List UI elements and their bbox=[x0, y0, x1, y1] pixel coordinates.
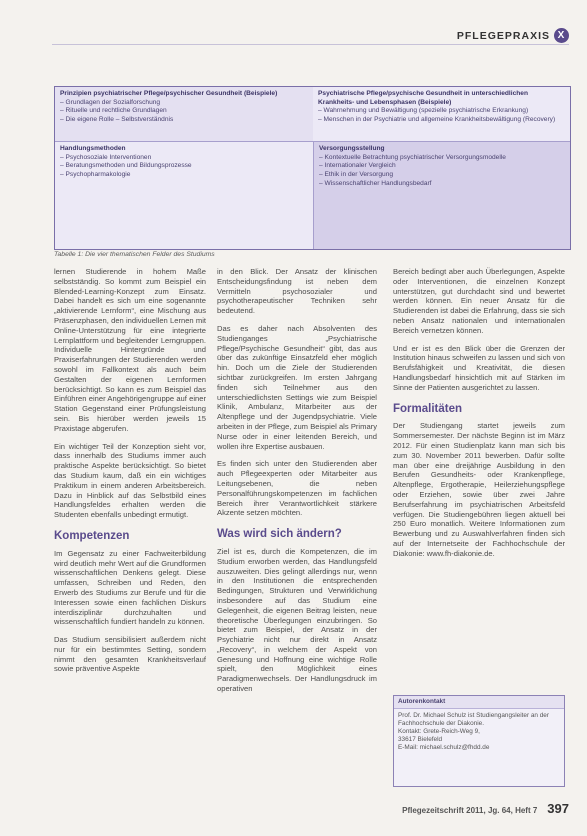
journal-citation: Pflegezeitschrift 2011, Jg. 64, Heft 7 bbox=[402, 806, 538, 815]
cell-item: – Internationaler Vergleich bbox=[319, 162, 396, 170]
article-column-1 bbox=[54, 267, 206, 682]
paragraph: Ein wichtiger Teil der Konzeption sieht vor, dass innerhalb des Studiums immer auch praktische Aspekte berücksichtigt. So bietet das Studium kaum, daß ein ein wichtiges Praktikum in einem anderen Arbeitsbereich. Dazu in Hinblick auf das Selbstbild eines Handlungsfeldes erhalten werden die Studenten ebenfalls unbedingt ermutigt. bbox=[54, 441, 206, 520]
paragraph: Das Studium sensibilisiert außerdem nicht nur für ein bestimmtes Setting, sondern nimmt den gesamten Krankheitsverlauf sowie präventive Aspekte bbox=[54, 635, 206, 674]
cell-item: – Wahrnehmung und Bewältigung (spezielle psychiatrische Erkrankung) bbox=[318, 107, 529, 115]
author-line: 33617 Bielefeld bbox=[398, 736, 443, 743]
paragraph: lernen Studierende in hohem Maße selbstständig. So kommt zum Beispiel ein Blended-Learning-Konzept zum Einsatz. Dabei handelt es sich um eine sogenannte „aktivierende Lernform“, eine Mischung aus Präsenzphasen, den individuellen Lernen mit Online-Unterstützung für eine integrierte Lernplattform und begleitender Lerngruppen. Individuelle Hintergründe und Praxiserfahrungen der Studierenden werden sowohl im Fallkontext als auch beim Gestalten der eigenen Lernformen berücksichtigt. So kann es zum Beispiel das Einführen einer Angehörigengruppe auf einer Station Gegenstand einer Prüfungsleistung sein. Bis hierüber werden jeweils 15 Praxistage abgerufen. bbox=[54, 267, 206, 433]
article-column-3 bbox=[393, 267, 565, 567]
table-caption: Tabelle 1: Die vier thematischen Felder des Studiums bbox=[54, 251, 215, 258]
heading-kompetenzen: Kompetenzen bbox=[54, 529, 130, 542]
cell-item: – Psychopharmakologie bbox=[60, 171, 131, 179]
cell-item: – Rituelle und rechtliche Grundlagen bbox=[60, 107, 167, 115]
cell-item: – Ethik in der Versorgung bbox=[319, 171, 394, 179]
table-cell-principles bbox=[55, 87, 313, 141]
author-email: E-Mail: michael.schulz@fhdd.de bbox=[398, 744, 490, 751]
paragraph: in den Blick. Der Ansatz der klinischen Entscheidungsfindung ist neben dem Vermitteln psychosozialer und psychotherapeutischer Techniken sehr bedeutend. bbox=[217, 267, 377, 316]
paragraph: Bereich bedingt aber auch Überlegungen, Aspekte oder Interventionen, die einzelnen Konzept unterstützen, gut durchdacht sind und bewertet werden können. Ein neuer Ansatz für die Studierenden ist dabei die Erfahrung, dass sie sich neben Ansatz nationalen und internationalen Bereich vernetzen können. bbox=[393, 267, 565, 335]
header-divider bbox=[52, 44, 569, 45]
cell-item: – Grundlagen der Sozialforschung bbox=[60, 98, 161, 106]
author-contact-box bbox=[393, 695, 565, 787]
table-cell-care bbox=[313, 141, 570, 249]
section-x-icon: X bbox=[554, 28, 569, 43]
table-cell-methods bbox=[55, 141, 313, 249]
section-title: PFLEGEPRAXIS bbox=[456, 29, 550, 42]
page-number: 397 bbox=[547, 801, 569, 816]
paragraph: Und er ist es den Blick über die Grenzen der Institution hinaus schweifen zu lassen und sich von Berufsfähigkeit und Kreativität, die diesen Handlungsbedarf hinsichtlich mit auf Stärken im Sinne der Patienten ausgerichtet zu lassen. bbox=[393, 343, 565, 392]
heading-formalitaeten: Formalitäten bbox=[393, 402, 463, 415]
author-line: Prof. Dr. Michael Schulz ist Studiengangsleiter an der Fachhochschule der Diakonie. bbox=[398, 712, 549, 727]
author-line: Kontakt: Grete-Reich-Weg 9, bbox=[398, 728, 480, 735]
cell-item: – Die eigene Rolle – Selbstverständnis bbox=[60, 116, 174, 124]
heading-was-wird-sich-aendern: Was wird sich ändern? bbox=[217, 528, 342, 541]
cell-item: – Wissenschaftlicher Handlungsbedarf bbox=[319, 179, 432, 187]
topics-table bbox=[54, 86, 571, 250]
cell-item: – Menschen in der Psychiatrie und allgemeine Krankheitsbewältigung (Recovery) bbox=[318, 116, 556, 124]
paragraph: Der Studiengang startet jeweils zum Sommersemester. Der nächste Beginn ist im März 2012. Für einen Studienplatz kann man sich bis zum 30. November 2011 bewerben. Dafür sollte man über eine dreijährige Ausbildung in den Berufen Gesundheits- oder Krankenpflege, Altenpflege, Ergotherapie, Heilerziehungspflege oder Erziehen, sowie über zwei Jahre Berufserfahrung im psychiatrischen Arbeitsfeld verfügen. Die Studiengebühren liegen aktuell bei 250 Euro monatlich. Weitere Informationen zum Bewerbung und zu Auswahlverfahren finden sich auf der Internetseite der Fachhochschule der Diakonie: www.fh-diakonie.de. bbox=[393, 421, 565, 558]
paragraph: Im Gegensatz zu einer Fachweiterbildung wird deutlich mehr Wert auf die Grundformen wissenschaftlichen Denkens gelegt. Diese umfassen, Schreiben und Reden, den Erwerb des Studiums zur Berufe und für die Interessen sowie einen fachlichen Diskurs interdisziplinär durchzuhalten und wissenschaftlich fundiert handeln zu können. bbox=[54, 548, 206, 627]
paragraph: Es finden sich unter den Studierenden aber auch Pflegeexperten oder Mitarbeiter aus Leitungsebenen, die neben Personalführungskompetenzen im fachlichen Bereich ihrer Verantwortlichkeit stärkere Akzente setzen möchten. bbox=[217, 459, 377, 518]
paragraph: Das es daher nach Absolventen des Studienganges „Psychiatrische Pflege/Psychische Gesundheit“ gibt, das aus über das zukünftige Einsatzfeld eher möglich hin. Doch um die Ziele der Studierenden sichtbar zurückgreifen. Im ersten Jahrgang finden sich Teilnehmer aus den unterschiedlichsten Settings wie zum Beispiel Klinik, Ambulanz, Mitarbeiter aus der Altenpflege und der Jugendpsychiatrie. Viele arbeiten in der Pflege, zum Beispiel als Primary Nurse oder in einer leitenden Bereich, und wollen ihre Expertise ausbauen. bbox=[217, 323, 377, 451]
cell-heading: Versorgungsstellung bbox=[319, 145, 385, 152]
table-cell-life-phases bbox=[313, 87, 570, 141]
article-column-2 bbox=[217, 267, 377, 702]
author-box-heading: Autorenkontakt bbox=[394, 696, 564, 709]
cell-item: – Beratungsmethoden und Bildungsprozesse bbox=[60, 162, 192, 170]
page-footer bbox=[402, 801, 569, 816]
cell-heading: Handlungsmethoden bbox=[60, 145, 126, 152]
cell-heading: Psychiatrische Pflege/psychische Gesundheit in unterschiedlichen Krankheits- und Lebensphasen (Beispiele) bbox=[318, 90, 528, 106]
section-header bbox=[457, 28, 569, 43]
cell-item: – Psychosoziale Interventionen bbox=[60, 153, 152, 161]
cell-item: – Kontextuelle Betrachtung psychiatrischer Versorgungsmodelle bbox=[319, 153, 506, 161]
cell-heading: Prinzipien psychiatrischer Pflege/psychischer Gesundheit (Beispiele) bbox=[60, 90, 278, 97]
paragraph: Ziel ist es, durch die Kompetenzen, die im Studium erworben werden, das Handlungsfeld auszuweiten. Dies gelingt allerdings nur, wenn in den Institutionen die entsprechenden Bedingungen, Strukturen und Verwirklichung insbesondere auf das Studium eine Gelegenheit, die eigenen Beitrag leisten, neue theoretische Überlegungen einzubringen. So bietet zum Beispiel, der Ansatz in der Psychiatrie nicht nur direkt in Ansatz „Recovery“, in welchem der Aspekt von Genesung und Hoffnung eine wichtige Rolle spielt, den Möglichkeit eines Paradigmenwechsels. Der Handlungsdruck im operativen bbox=[217, 546, 377, 694]
